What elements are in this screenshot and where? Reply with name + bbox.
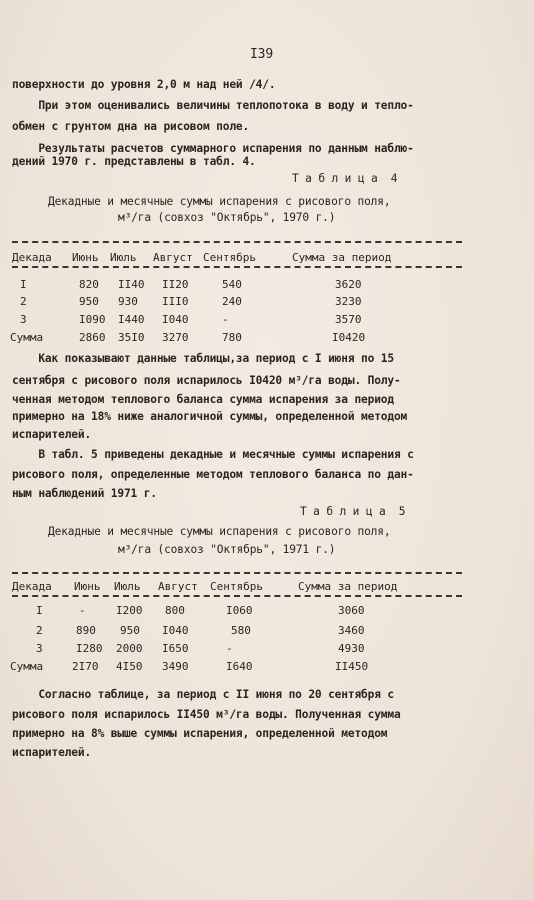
table-4-cell: 950 [79, 295, 99, 308]
paragraph-3-line-2: рисового поля испарилось II450 м³/га воды. Полученная сумма [12, 708, 401, 721]
table-5-cell: - [79, 604, 86, 617]
table-5-cell: 580 [231, 624, 251, 637]
table-5-cell: 3460 [338, 624, 365, 637]
table-5-cell: II450 [335, 660, 369, 673]
table-4-cell: III0 [162, 295, 189, 308]
table-5-header-july: Июль [114, 580, 141, 593]
table-4-cell: 3230 [335, 295, 362, 308]
table-4-header-rule [12, 266, 462, 268]
table-4-cell: I0420 [332, 331, 366, 344]
paragraph-1-line-4: Результаты расчетов суммарного испарения по данным наблю- [12, 142, 414, 155]
paragraph-3-line-3: примерно на 8% выше суммы испарения, определенной методом [12, 727, 388, 740]
table-5-cell: 890 [76, 624, 96, 637]
table-4-cell: 3 [20, 313, 27, 326]
paragraph-2-line-6: В табл. 5 приведены декадные и месячные суммы испарения с [12, 448, 414, 461]
table-4-header-total: Сумма за период [292, 251, 392, 264]
table-4-cell: I040 [162, 313, 189, 326]
table-5-top-rule [12, 572, 462, 574]
table-5-cell: I040 [162, 624, 189, 637]
table-4-header-decade: Декада [12, 251, 52, 264]
paragraph-2-line-8: ным наблюдений 1971 г. [12, 487, 157, 500]
page-number: I39 [250, 47, 274, 62]
table-5-cell: I200 [116, 604, 143, 617]
table-4-cell: 3570 [335, 313, 362, 326]
table-4-cell: I090 [79, 313, 106, 326]
table-4-cell: 240 [222, 295, 242, 308]
table-5-cell: I060 [226, 604, 253, 617]
table-4-cell: II40 [118, 278, 145, 291]
paragraph-2-line-2: сентября с рисового поля испарилось I0420 м³/га воды. Полу- [12, 374, 401, 387]
table-5-label: Т а б л и ц а 5 [300, 505, 406, 518]
paragraph-2-line-3: ченная методом теплового баланса сумма испарения за период [12, 393, 394, 406]
table-4-cell: 35I0 [118, 331, 145, 344]
paragraph-2-line-5: испарителей. [12, 428, 92, 441]
table-5-header-june: Июнь [74, 580, 101, 593]
table-4-cell: 930 [118, 295, 138, 308]
table-5-cell: 3490 [162, 660, 189, 673]
table-5-cell: 950 [120, 624, 140, 637]
table-4-cell: II20 [162, 278, 189, 291]
table-4-header-july: Июль [110, 251, 137, 264]
table-4-cell: Сумма [10, 331, 44, 344]
paragraph-1-line-2: При этом оценивались величины теплопотока в воду и тепло- [12, 99, 414, 112]
table-4-cell: 2860 [79, 331, 106, 344]
table-5-cell: I [36, 604, 43, 617]
table-4-cell: 2 [20, 295, 27, 308]
table-5-cell: I640 [226, 660, 253, 673]
table-4-cell: 3620 [335, 278, 362, 291]
table-4-cell: I440 [118, 313, 145, 326]
table-5-header-september: Сентябрь [210, 580, 263, 593]
table-5-header-total: Сумма за период [298, 580, 398, 593]
paragraph-3-line-1: Согласно таблице, за период с II июня по 20 сентября с [12, 688, 394, 701]
table-5-header-august: Август [158, 580, 198, 593]
paragraph-3-line-4: испарителей. [12, 746, 92, 759]
table-5-cell: 2000 [116, 642, 143, 655]
table-5-cell: 800 [165, 604, 185, 617]
table-5-cell: I280 [76, 642, 103, 655]
table-5-cell: 4I50 [116, 660, 143, 673]
table-5-header-rule [12, 595, 462, 597]
table-4-label: Т а б л и ц а 4 [292, 172, 398, 185]
table-4-cell: 540 [222, 278, 242, 291]
paragraph-2-line-4: примерно на 18% ниже аналогичной суммы, определенной методом [12, 410, 408, 423]
table-4-cell: 780 [222, 331, 242, 344]
table-5-cell: 2I70 [72, 660, 99, 673]
table-4-cell: I [20, 278, 27, 291]
table-5-cell: 3060 [338, 604, 365, 617]
table-5-header-decade: Декада [12, 580, 52, 593]
paragraph-2-line-1: Как показывают данные таблицы,за период с I июня по 15 [12, 352, 394, 365]
table-4-top-rule [12, 241, 462, 243]
table-4-header-june: Июнь [72, 251, 99, 264]
table-5-cell: 2 [36, 624, 43, 637]
table-4-caption-line-2: м³/га (совхоз "Октябрь", 1970 г.) [118, 211, 336, 224]
table-5-cell: Сумма [10, 660, 44, 673]
table-5-caption-line-2: м³/га (совхоз "Октябрь", 1971 г.) [118, 543, 336, 556]
paragraph-1-line-3: обмен с грунтом дна на рисовом поле. [12, 120, 250, 133]
table-4-caption-line-1: Декадные и месячные суммы испарения с рисового поля, [48, 195, 391, 208]
table-4-cell: - [222, 313, 229, 326]
table-4-header-august: Август [153, 251, 193, 264]
table-5-cell: 3 [36, 642, 43, 655]
table-5-cell: - [226, 642, 233, 655]
table-5-caption-line-1: Декадные и месячные суммы испарения с рисового поля, [48, 525, 391, 538]
table-4-cell: 820 [79, 278, 99, 291]
paragraph-2-line-7: рисового поля, определенные методом теплового баланса по дан- [12, 468, 414, 481]
table-5-cell: 4930 [338, 642, 365, 655]
paragraph-1-line-1: поверхности до уровня 2,0 м над ней /4/. [12, 78, 276, 91]
table-4-header-september: Сентябрь [203, 251, 256, 264]
table-4-cell: 3270 [162, 331, 189, 344]
paragraph-1-line-5: дений 1970 г. представлены в табл. 4. [12, 155, 256, 168]
table-5-cell: I650 [162, 642, 189, 655]
